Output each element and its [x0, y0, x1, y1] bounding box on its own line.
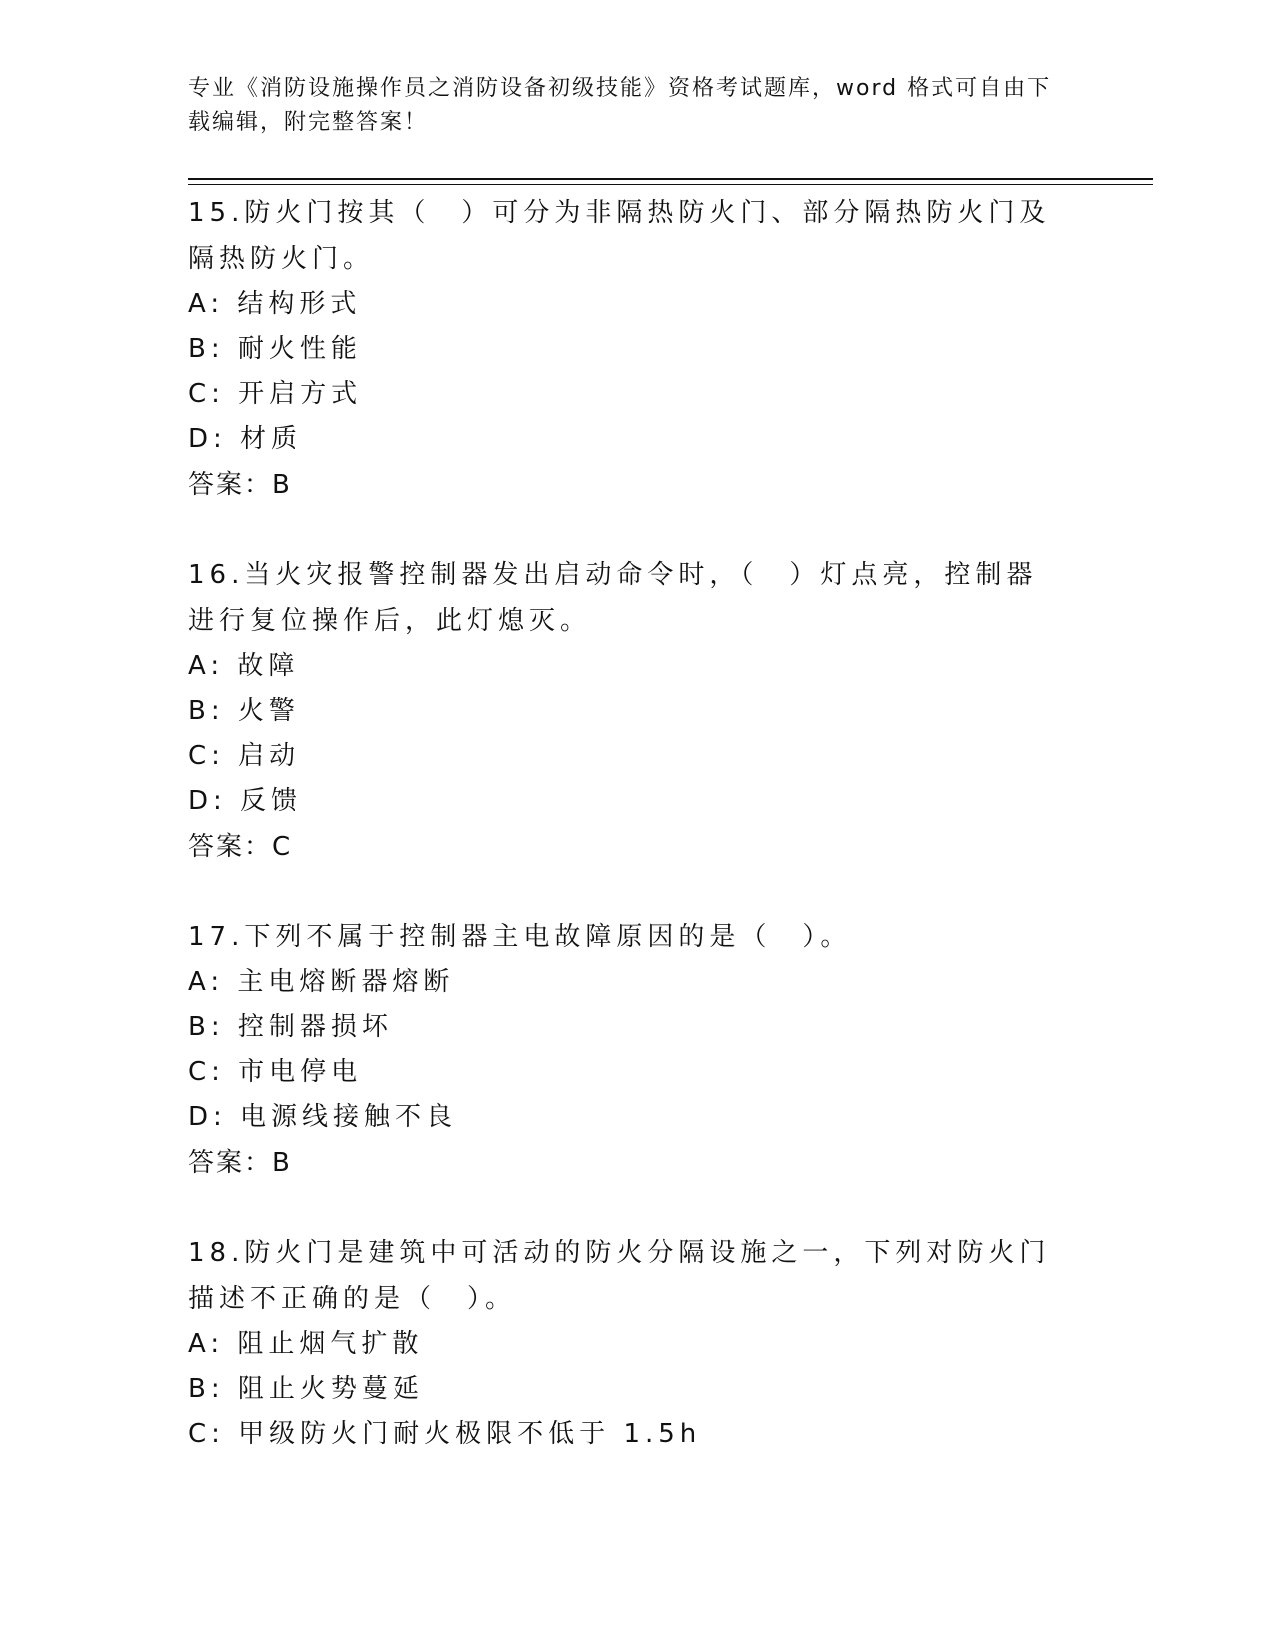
- option-d: D: 反馈: [188, 786, 303, 816]
- option-a: A: 结构形式: [188, 289, 362, 319]
- question-stem: 16.当火灾报警控制器发出启动命令时，（ ）灯点亮，控制器进行复位操作后，此灯熄灭。: [188, 560, 1038, 636]
- header-line-1: 专业《消防设施操作员之消防设备初级技能》资格考试题库，word 格式可自由下: [188, 76, 1052, 101]
- option-c: C: 启动: [188, 741, 301, 771]
- option-c: C: 开启方式: [188, 379, 363, 409]
- question-16: [188, 552, 1068, 870]
- question-17: [188, 914, 1068, 1186]
- option-a: A: 阻止烟气扩散: [188, 1329, 424, 1359]
- question-list: [188, 190, 1068, 1501]
- answer-line: 答案：B: [188, 470, 292, 500]
- answer-line: 答案：C: [188, 832, 293, 862]
- option-d: D: 电源线接触不良: [188, 1102, 458, 1132]
- question-stem: 15.防火门按其（ ）可分为非隔热防火门、部分隔热防火门及隔热防火门。: [188, 198, 1051, 274]
- header-divider-thick: [188, 178, 1153, 180]
- document-header: [188, 72, 1068, 140]
- option-b: B: 火警: [188, 696, 300, 726]
- question-stem: 17.下列不属于控制器主电故障原因的是（ ）。: [188, 922, 852, 952]
- question-18: [188, 1230, 1068, 1457]
- header-line-2: 载编辑，附完整答案！: [188, 110, 429, 135]
- option-a: A: 故障: [188, 651, 300, 681]
- option-b: B: 耐火性能: [188, 334, 362, 364]
- option-b: B: 阻止火势蔓延: [188, 1374, 424, 1404]
- question-stem: 18.防火门是建筑中可活动的防火分隔设施之一，下列对防火门描述不正确的是（ ）。: [188, 1238, 1051, 1314]
- header-divider-thin: [188, 184, 1153, 185]
- option-d: D: 材质: [188, 424, 303, 454]
- question-15: [188, 190, 1068, 508]
- option-c: C: 市电停电: [188, 1057, 363, 1087]
- option-c: C: 甲级防火门耐火极限不低于 1.5h: [188, 1419, 702, 1449]
- option-b: B: 控制器损坏: [188, 1012, 393, 1042]
- answer-line: 答案：B: [188, 1148, 292, 1178]
- option-a: A: 主电熔断器熔断: [188, 967, 455, 997]
